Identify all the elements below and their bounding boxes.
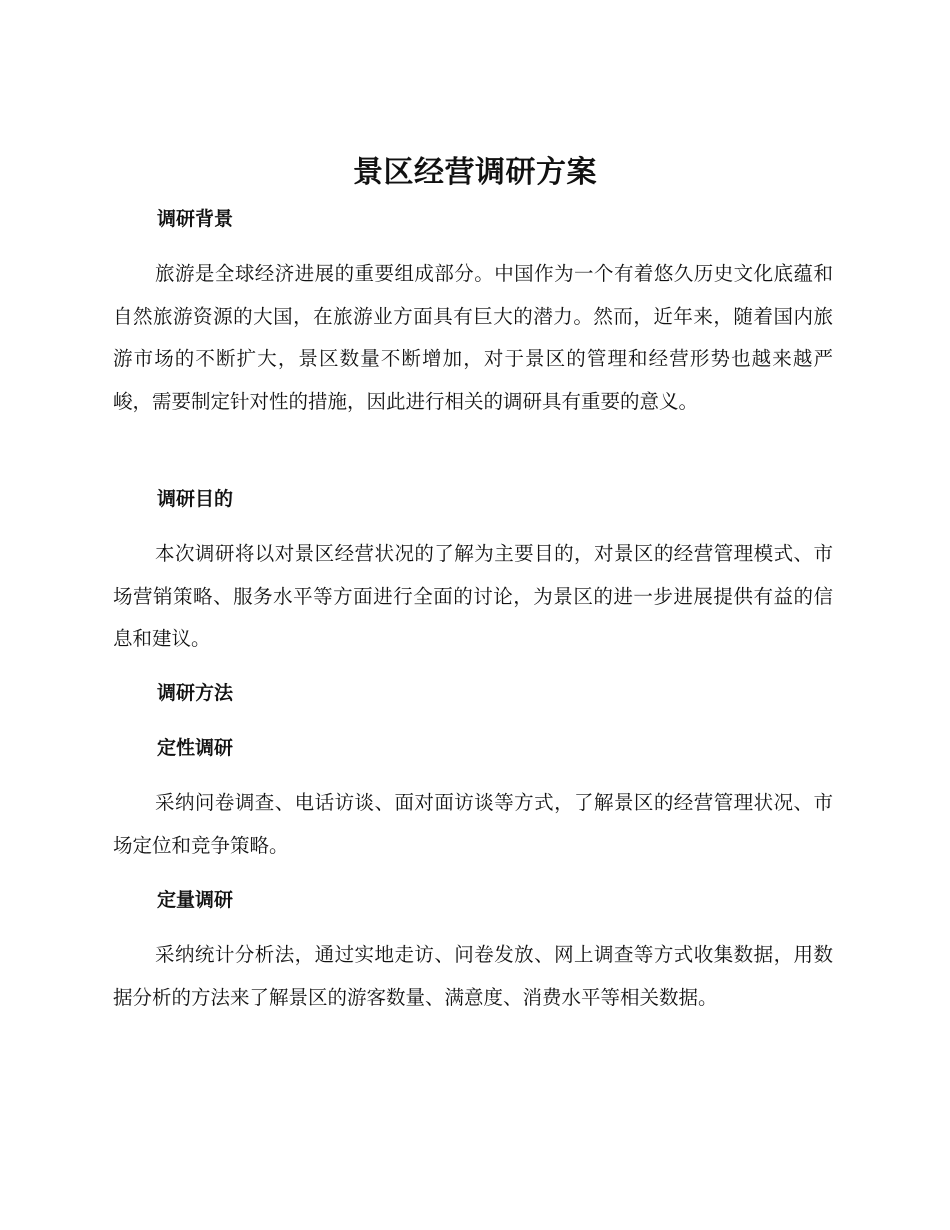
section-heading-background: 调研背景 [157,208,234,230]
section-heading-qualitative: 定性调研 [157,737,234,759]
section-heading-purpose: 调研目的 [157,488,234,510]
section-heading-quantitative: 定量调研 [157,889,234,911]
section-heading-method: 调研方法 [157,682,234,704]
section-paragraph-qualitative: 采纳问卷调查、电话访谈、面对面访谈等方式，了解景区的经营管理状况、市场定位和竞争策略。 [113,791,833,857]
document-title: 景区经营调研方案 [353,155,597,190]
section-paragraph-purpose: 本次调研将以对景区经营状况的了解为主要目的，对景区的经营管理模式、市场营销策略、服务水平等方面进行全面的讨论，为景区的进一步进展提供有益的信息和建议。 [113,542,833,650]
section-paragraph-quantitative: 采纳统计分析法，通过实地走访、问卷发放、网上调查等方式收集数据，用数据分析的方法来了解景区的游客数量、满意度、消费水平等相关数据。 [113,943,833,1009]
section-paragraph-background: 旅游是全球经济进展的重要组成部分。中国作为一个有着悠久历史文化底蕴和自然旅游资源的大国，在旅游业方面具有巨大的潜力。然而，近年来，随着国内旅游市场的不断扩大，景区数量不断增加，对于景区的管理和经营形势也越来越严峻，需要制定针对性的措施，因此进行相关的调研具有重要的意义。 [113,262,833,413]
